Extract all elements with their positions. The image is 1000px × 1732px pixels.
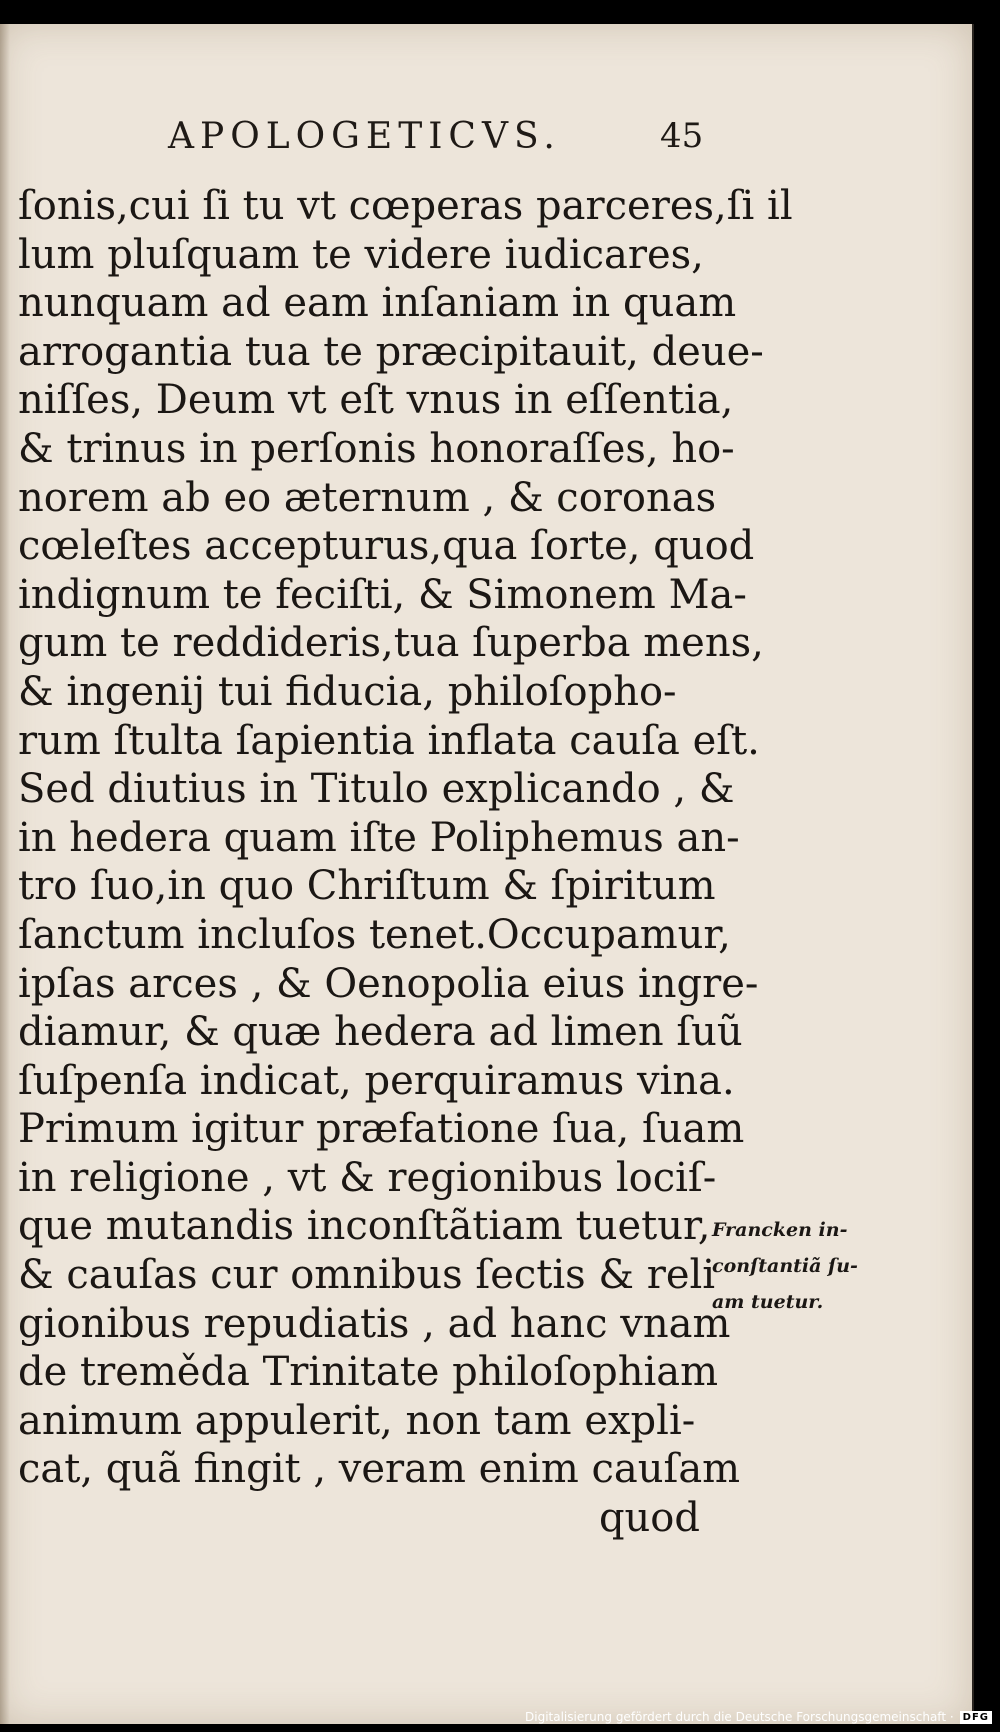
digitization-footer — [525, 1706, 992, 1728]
text-line: niſſes, Deum vt eſt vnus in eſſentia, — [18, 377, 734, 424]
text-line: diamur, & quæ hedera ad limen ſuũ — [18, 1009, 743, 1056]
text-line: in religione , vt & regionibus lociſ- — [18, 1154, 717, 1201]
dfg-logo: DFG — [960, 1711, 992, 1724]
text-line: ſanctum incluſos tenet.Occupamur, — [18, 911, 731, 958]
margin-note-line: am tuetur. — [712, 1291, 824, 1313]
text-line: lum pluſquam te videre iudicares, — [18, 231, 704, 278]
text-line: Primum igitur præfatione ſua, ſuam — [18, 1106, 745, 1153]
text-line: Sed diutius in Titulo explicando , & — [18, 766, 735, 813]
running-head — [168, 116, 728, 166]
text-line: que mutandis inconſtãtiam tuetur, — [18, 1203, 711, 1250]
text-line: gionibus repudiatis , ad hanc vnam — [18, 1300, 731, 1347]
text-line: cat, quã fingit , veram enim cauſam — [18, 1446, 741, 1493]
page-gutter-shadow — [0, 24, 10, 1724]
funding-credit: Digitalisierung gefördert durch die Deutsche Forschungsgemeinschaft · — [525, 1710, 954, 1724]
text-line: & trinus in perſonis honoraſſes, ho- — [18, 425, 735, 472]
text-line: cœleſtes accepturus,qua ſorte, quod — [18, 523, 755, 570]
text-line: ſuſpenſa indicat, perquiramus vina. — [18, 1057, 735, 1104]
text-line: de treměda Trinitate philoſophiam — [18, 1349, 719, 1396]
text-line: & ingenij tui fiducia, philoſopho- — [18, 668, 677, 715]
text-line: gum te reddideris,tua ſuperba mens, — [18, 620, 764, 667]
text-line: rum ſtulta ſapientia inflata cauſa eſt. — [18, 717, 760, 764]
book-page — [0, 24, 974, 1724]
text-line: nunquam ad eam inſaniam in quam — [18, 280, 737, 327]
page-number: 45 — [660, 116, 704, 156]
margin-note — [712, 1212, 882, 1320]
text-line: in hedera quam iſte Poliphemus an- — [18, 814, 740, 861]
catchword: quod — [598, 1495, 700, 1542]
text-line: ipſas arces , & Oenopolia eius ingre- — [18, 960, 759, 1007]
text-line: & cauſas cur omnibus ſectis & reli — [18, 1252, 716, 1299]
text-line: norem ab eo æternum , & coronas — [18, 474, 717, 521]
running-title: APOLOGETICVS. — [168, 116, 561, 157]
margin-note-line: conſtantiã ſu- — [712, 1255, 858, 1277]
text-line: animum appulerit, non tam expli- — [18, 1397, 696, 1444]
text-line: tro ſuo,in quo Chriſtum & ſpiritum — [18, 863, 716, 910]
text-line: indignum te feciſti, & Simonem Ma- — [18, 571, 747, 618]
margin-note-line: Francken in- — [712, 1219, 848, 1241]
text-line: ſonis,cui ſi tu vt cœperas parceres,ſi il — [18, 183, 793, 229]
text-line: arrogantia tua te præcipitauit, deue- — [18, 328, 764, 375]
